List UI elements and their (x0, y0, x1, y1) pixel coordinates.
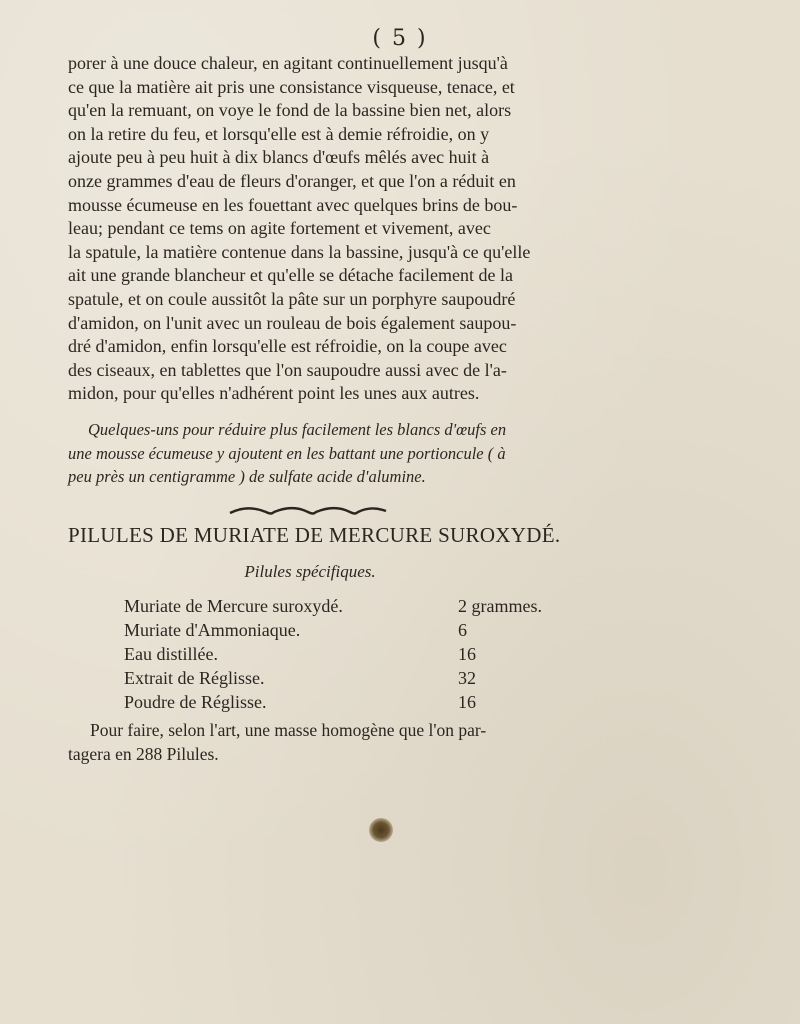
ingredient-row (124, 692, 554, 716)
instruction-line: tagera en 288 Pilules. (68, 744, 219, 764)
text-line: la spatule, la matière contenue dans la bassine, jusqu'à ce qu'elle (68, 241, 531, 262)
note-line: Quelques-uns pour réduire plus facilement les blancs d'œufs en (88, 420, 507, 439)
note-line: peu près un centigramme ) de sulfate acide d'alumine. (68, 467, 426, 486)
ingredient-row (124, 620, 554, 644)
text-line: qu'en la remuant, on voye le fond de la bassine bien net, alors (68, 100, 512, 121)
ingredient-quantity: 32 (458, 668, 476, 688)
note-line: une mousse écumeuse y ajoutent en les battant une portioncule ( à (68, 443, 506, 463)
text-line: mousse écumeuse en les fouettant avec quelques brins de bou- (68, 194, 518, 215)
text-line: onze grammes d'eau de fleurs d'oranger, et que l'on a réduit en (68, 170, 516, 191)
body-paragraph (68, 52, 552, 406)
ingredient-name: Muriate d'Ammoniaque. (124, 620, 301, 640)
instruction-line: Pour faire, selon l'art, une masse homogène que l'on par- (90, 720, 487, 740)
ink-stain (369, 818, 393, 842)
text-line: ce que la matière ait pris une consistance visqueuse, tenace, et (68, 76, 515, 97)
ingredient-name: Eau distillée. (124, 644, 218, 664)
ingredient-row (124, 644, 554, 668)
ingredient-row (124, 668, 554, 692)
section-heading: PILULES DE MURIATE DE MERCURE SUROXYDÉ. (68, 523, 561, 547)
page-number: ( 5 ) (372, 26, 428, 51)
ornamental-divider (228, 505, 388, 519)
text-line: midon, pour qu'elles n'adhérent point les unes aux autres. (68, 383, 480, 404)
text-line: dré d'amidon, enfin lorsqu'elle est réfroidie, on la coupe avec (68, 336, 507, 357)
ingredient-name: Poudre de Réglisse. (124, 692, 267, 712)
text-line: on la retire du feu, et lorsqu'elle est à demie réfroidie, on y (68, 123, 490, 144)
text-line: spatule, et on coule aussitôt la pâte sur un porphyre saupoudré (68, 288, 516, 309)
text-line: leau; pendant ce tems on agite fortement et vivement, avec (68, 218, 491, 239)
text-line: ait une grande blancheur et qu'elle se détache facilement de la (68, 265, 514, 286)
preparation-instructions (68, 718, 552, 766)
ingredient-name: Extrait de Réglisse. (124, 668, 265, 688)
text-line: ajoute peu à peu huit à dix blancs d'œufs mêlés avec huit à (68, 147, 490, 168)
ingredient-name: Muriate de Mercure suroxydé. (124, 596, 343, 616)
italic-note (68, 418, 552, 489)
section-subheading: Pilules spécifiques. (244, 562, 376, 581)
text-line: des ciseaux, en tablettes que l'on saupoudre aussi avec de l'a- (68, 359, 507, 380)
text-line: d'amidon, on l'unit avec un rouleau de bois également saupou- (68, 312, 517, 333)
ingredient-quantity: 2 grammes. (458, 596, 542, 616)
ingredient-list (124, 596, 554, 716)
text-line: porer à une douce chaleur, en agitant continuellement jusqu'à (68, 53, 508, 73)
ingredient-quantity: 16 (458, 644, 476, 664)
ingredient-quantity: 6 (458, 620, 467, 640)
ingredient-row (124, 596, 554, 620)
ingredient-quantity: 16 (458, 692, 476, 712)
